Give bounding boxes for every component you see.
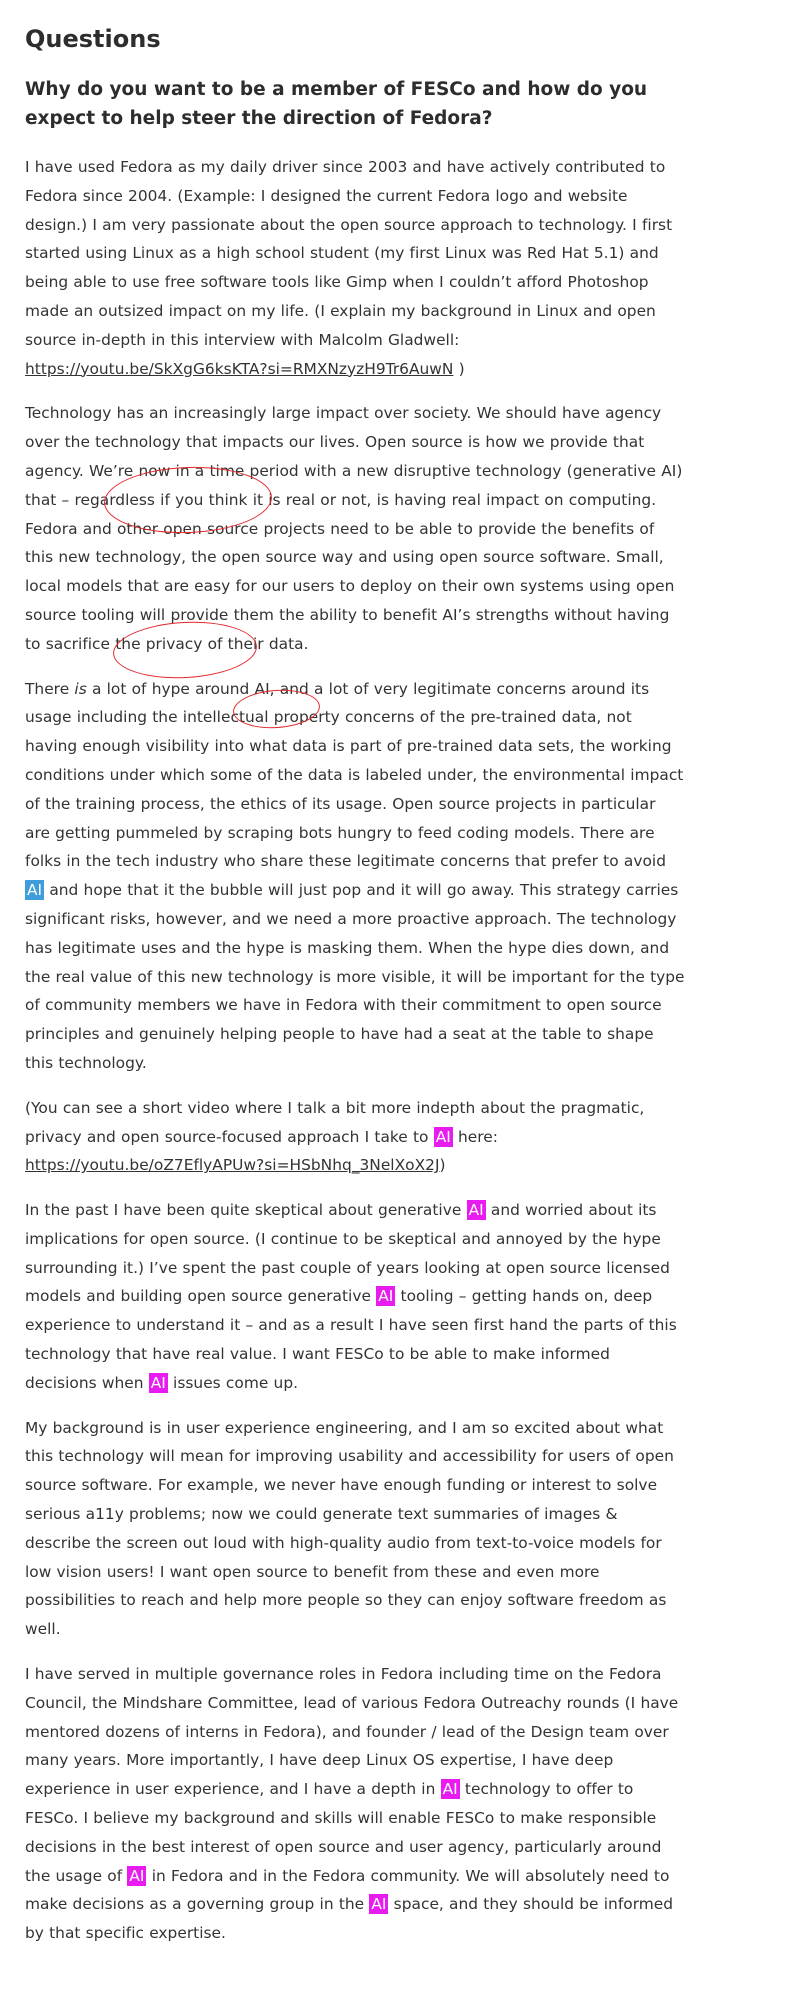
article-content [25, 22, 685, 1964]
paragraph-7-text-d: space, and they should be informed by that specific expertise. [25, 1895, 674, 1943]
ai-highlight[interactable]: AI [129, 1866, 145, 1885]
paragraph-3-text-a: There [25, 679, 75, 698]
ai-highlight[interactable]: AI [468, 1201, 484, 1220]
paragraph-2: Technology has an increasingly large impact over society. We should have agency over the technology that impacts our lives. Open source is how we provide that agency. We’re now in a time period with a new disruptive technology (generative AI) that – regardless if you think it is real or not, is having real impact on computing. Fedora and other open source projects need to be able to provide the benefits of this new technology, the open source way and using open source software. Small, local models that are easy for our users to deploy on their own systems using open source tooling will provide them the ability to benefit AI’s strengths without having to sacrifice the privacy of their data. [25, 404, 683, 653]
interview-video-link[interactable]: https://youtu.be/SkXgG6ksKTA?si=RMXNzyzH9Tr6AuwN [25, 359, 454, 378]
paragraph-4-text-b: here: [452, 1127, 498, 1146]
paragraph-6: My background is in user experience engineering, and I am so excited about what this technology will mean for improving usability and accessibility for users of open source software. For example, we never have enough funding or interest to solve serious a11y problems; now we could generate text summaries of images & describe the screen out loud with high-quality audio from text-to-voice models for low vision users! I want open source to benefit from these and even more possibilities to reach and help more people so they can enjoy software freedom as well. [25, 1418, 674, 1639]
paragraph-3-text-c: and hope that it the bubble will just pop and it will go away. This strategy carries significant risks, however, and we need a more proactive approach. The technology has legitimate uses and the hype is masking them. When the hype dies down, and the real value of this new technology is more visible, it will be important for the type of community members we have in Fedora with their commitment to open source principles and genuinely helping people to have had a seat at the table to shape this technology. [25, 881, 685, 1072]
paragraph-7-text-c: in Fedora and in the Fedora community. We will absolutely need to make decisions as a governing group in the [25, 1866, 670, 1914]
paragraph-1 [25, 153, 685, 383]
ai-highlight[interactable]: AI [442, 1780, 458, 1799]
paragraph-1-text: I have used Fedora as my daily driver since 2003 and have actively contributed to Fedora since 2004. (Example: I designed the current Fedora logo and website design.) I am very passionate about the open source approach to technology. I first started using Linux as a high school student (my first Linux was Red Hat 5.1) and being able to use free software tools like Gimp when I couldn’t afford Photoshop made an outsized impact on my life. (I explain my background in Linux and open source in-depth in this interview with Malcolm Gladwell: [25, 158, 673, 349]
ai-highlight[interactable]: AI [150, 1373, 166, 1392]
paragraph-5 [25, 1196, 685, 1398]
page-title: Questions [25, 25, 161, 53]
paragraph-3-text-b: a lot of hype around AI, and a lot of very legitimate concerns around its usage including the intellectual property concerns of the pre-trained data, not having enough visibility into what data is part of pre-trained data sets, the working conditions under which some of the data is labeled under, the environmental impact of the training process, the ethics of its usage. Open source projects in particular are getting pummeled by scraping bots hungry to feed coding models. There are folks in the tech industry who share these legitimate concerns that prefer to avoid [25, 679, 684, 871]
paragraph-4-end: ) [439, 1156, 446, 1175]
ai-highlight[interactable]: AI [435, 1127, 451, 1146]
paragraph-7-text-b: technology to offer to FESCo. I believe my background and skills will enable FESCo to make responsible decisions in the best interest of open source and user agency, particularly around the usage of [25, 1780, 662, 1885]
paragraph-4 [25, 1094, 685, 1180]
paragraph-4-text-a: (You can see a short video where I talk a bit more indepth about the pragmatic, privacy and open source-focused approach I take to [25, 1098, 645, 1146]
question-heading: Why do you want to be a member of FESCo and how do you expect to help steer the direction of Fedora? [25, 79, 648, 129]
paragraph-7-text-a: I have served in multiple governance roles in Fedora including time on the Fedora Council, the Mindshare Committee, lead of various Fedora Outreachy rounds (I have mentored dozens of interns in Fedora), and founder / lead of the Design team over many years. More importantly, I have deep Linux OS expertise, I have deep experience in user experience, and I have a depth in [25, 1665, 679, 1799]
ai-highlight[interactable]: AI [378, 1287, 394, 1306]
paragraph-5-text-b: and worried about its implications for open source. (I continue to be skeptical and annoyed by the hype surrounding it.) I’ve spent the past couple of years looking at open source licensed models and building open source generative [25, 1201, 670, 1306]
ai-approach-video-link[interactable]: https://youtu.be/oZ7EflyAPUw?si=HSbNhq_3NelXoX2J [25, 1156, 440, 1175]
paragraph-3 [25, 675, 685, 1078]
ai-highlight-selected[interactable]: AI [27, 881, 43, 900]
paragraph-1-end: ) [453, 359, 465, 378]
paragraph-5-text-a: In the past I have been quite skeptical about generative [25, 1201, 467, 1220]
paragraph-3-emphasis: is [74, 679, 87, 698]
ai-highlight[interactable]: AI [371, 1895, 387, 1914]
paragraph-7 [25, 1660, 685, 1948]
paragraph-5-text-c: tooling – getting hands on, deep experience to understand it – and as a result I have seen first hand the parts of this technology that have real value. I want FESCo to be able to make informed decisions when [25, 1287, 677, 1392]
paragraph-5-text-d: issues come up. [167, 1373, 299, 1392]
